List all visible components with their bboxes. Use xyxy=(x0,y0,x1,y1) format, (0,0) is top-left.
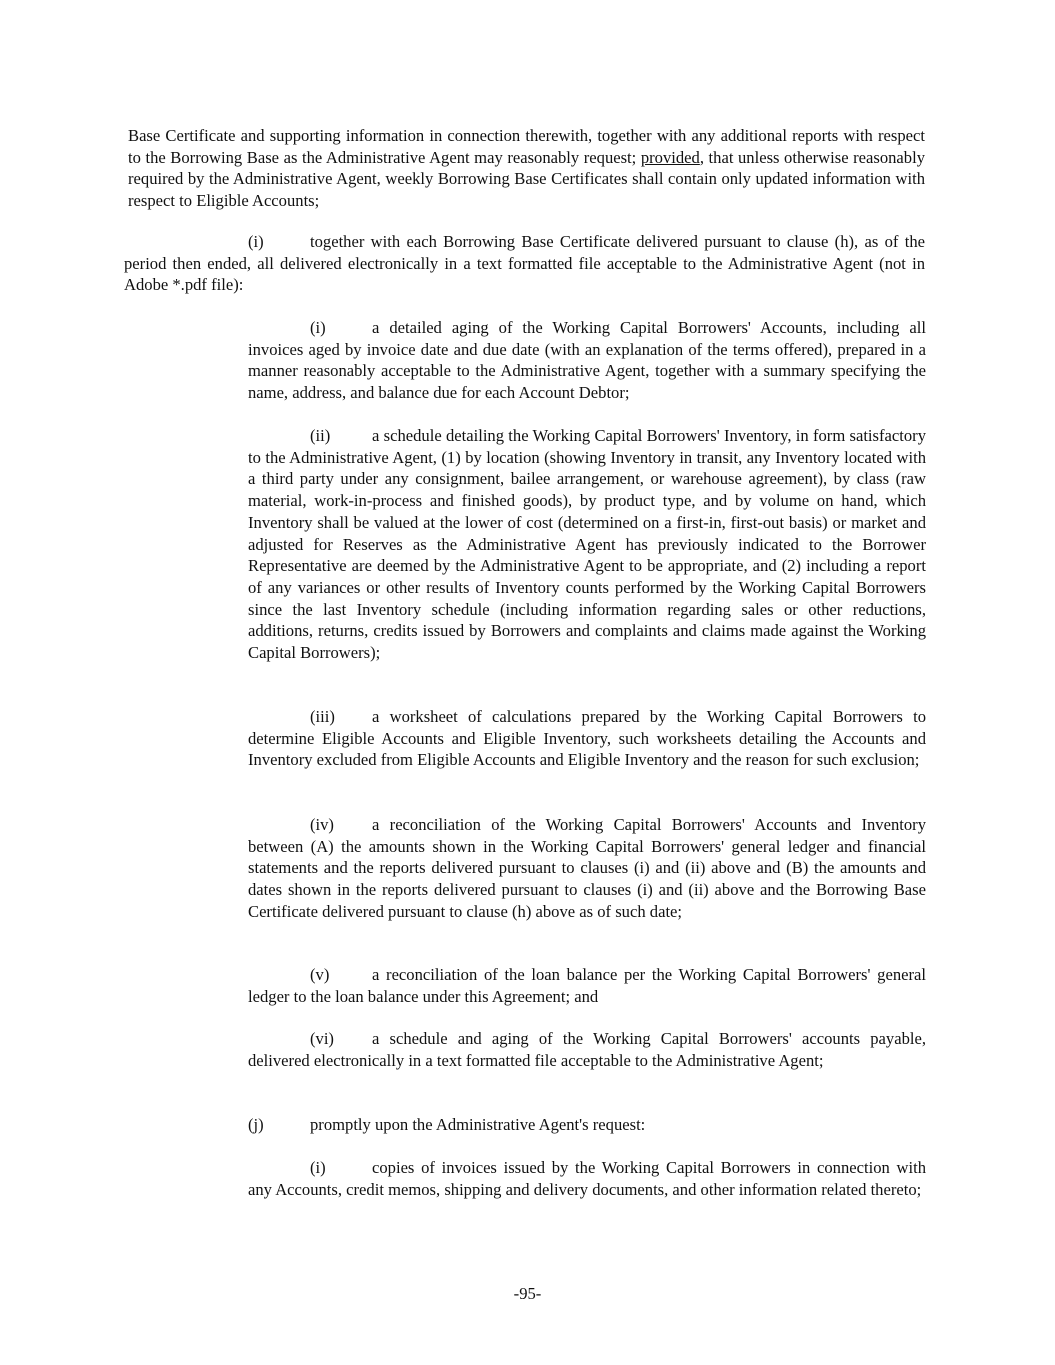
sub-item-iv xyxy=(248,814,926,923)
clause-label: (j) xyxy=(248,1115,264,1134)
provided-term: provided xyxy=(640,147,700,167)
sub-item-label: (i) xyxy=(310,1158,326,1177)
sub-item-ii xyxy=(248,425,926,664)
clause-i-paragraph xyxy=(124,231,925,296)
sub-item-i xyxy=(248,317,926,404)
sub-item-text: a reconciliation of the loan balance per the Working Capital Borrowers' general ledger to the loan balance under this Agreement; and xyxy=(248,965,926,1006)
sub-item-text: a schedule detailing the Working Capital Borrowers' Inventory, in form satisfactory to the Administrative Agent, (1) by location (showing Inventory in transit, any Inventory located with a third party under any consignment, bailee arrangement, or warehouse agreement), by class (raw material, work-in-process and finished goods), by product type, and by volume on hand, which Inventory shall be valued at the lower of cost (determined on a first-in, first-out basis) or market and adjusted for Reserves as the Administrative Agent has previously indicated to the Borrower Representative are deemed by the Administrative Agent to be appropriate, and (2) including a report of any variances or other results of Inventory counts performed by the Working Capital Borrowers since the last Inventory schedule (including information regarding sales or other reductions, additions, returns, credits issued by Borrowers and complaints and claims made against the Working Capital Borrowers); xyxy=(248,426,926,663)
sub-item-vi xyxy=(248,1028,926,1071)
clause-j-paragraph xyxy=(248,1114,926,1136)
clause-text: promptly upon the Administrative Agent's request: xyxy=(310,1115,646,1134)
sub-item-iii xyxy=(248,706,926,771)
sub-item-label: (v) xyxy=(310,965,330,984)
sub-item-label: (i) xyxy=(310,318,326,337)
page-number: -95- xyxy=(513,1284,542,1303)
intro-text-part2: , that unless otherwise reasonably required by the Administrative Agent, weekly Borrowing Base Certificates shall contain only updated information with respect to Eligible Accounts; xyxy=(128,147,925,211)
clause-label: (i) xyxy=(248,232,264,251)
sub-item-text: a schedule and aging of the Working Capital Borrowers' accounts payable, delivered electronically in a text formatted file acceptable to the Administrative Agent; xyxy=(248,1029,926,1070)
sub-item-v xyxy=(248,964,926,1007)
intro-text-part1: Base Certificate and supporting information in connection therewith, together with any additional reports with respect to the Borrowing Base as the Administrative Agent may reasonably request; xyxy=(128,126,925,167)
sub-item-text: a reconciliation of the Working Capital Borrowers' Accounts and Inventory between (A) the amounts shown in the Working Capital Borrowers' general ledger and financial statements and the reports delivered pursuant to clauses (i) and (ii) above and (B) the amounts and dates shown in the reports delivered pursuant to clauses (i) and (ii) above and the Borrowing Base Certificate delivered pursuant to clause (h) above as of such date; xyxy=(248,815,926,921)
intro-paragraph xyxy=(128,125,925,212)
sub-item-label: (vi) xyxy=(310,1029,334,1048)
clause-text: together with each Borrowing Base Certificate delivered pursuant to clause (h), as of the period then ended, all delivered electronically in a text formatted file acceptable to the Administrative Agent (not in Adobe *.pdf file): xyxy=(124,232,925,295)
sub-item-label: (iv) xyxy=(310,815,334,834)
sub-item-text: a worksheet of calculations prepared by the Working Capital Borrowers to determine Eligible Accounts and Eligible Inventory, such worksheets detailing the Accounts and Inventory excluded from Eligible Accounts and Eligible Inventory and the reason for such exclusion; xyxy=(248,707,926,770)
sub-item-text: copies of invoices issued by the Working Capital Borrowers in connection with any Accounts, credit memos, shipping and delivery documents, and other information related thereto; xyxy=(248,1158,926,1199)
sub-item-text: a detailed aging of the Working Capital Borrowers' Accounts, including all invoices aged by invoice date and due date (with an explanation of the terms offered), prepared in a manner reasonably acceptable to the Administrative Agent, together with a summary specifying the name, address, and balance due for each Account Debtor; xyxy=(248,318,926,403)
clause-j-sub-item-i xyxy=(248,1157,926,1200)
sub-item-label: (ii) xyxy=(310,426,331,445)
sub-item-label: (iii) xyxy=(310,707,335,726)
